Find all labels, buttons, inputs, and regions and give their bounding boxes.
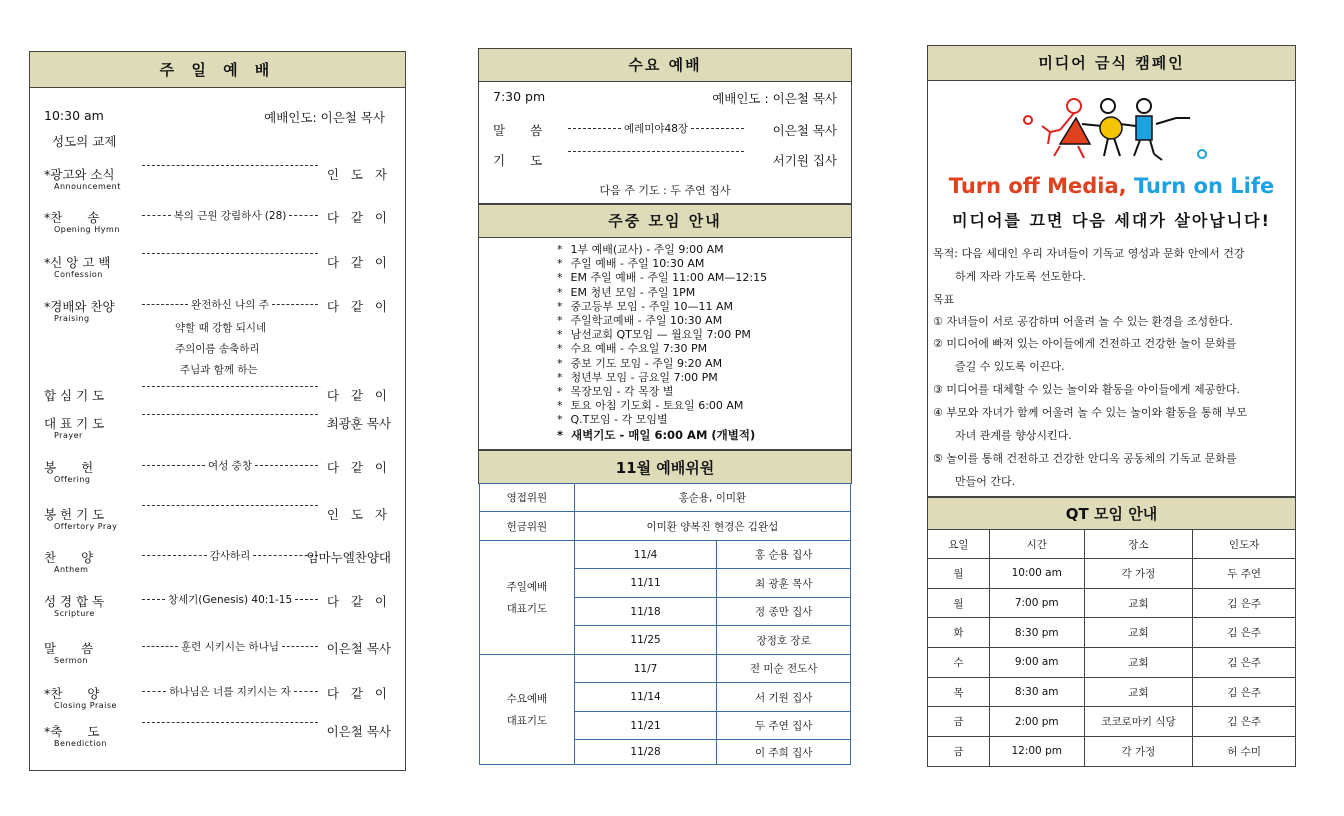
name-cell: 전 미순 전도사 [717,655,851,683]
name-cell: 이 주희 집사 [717,740,851,765]
goal-item: ② 미디어에 빠져 있는 아이들에게 건전하고 건강한 놀이 문화를 [933,337,1237,350]
order-detail: 감사하리 [209,550,251,562]
slogan-part1: Turn off Media, [948,174,1134,198]
goal-item: 만들어 간다. [955,475,1016,488]
table-cell: 월 [928,588,990,618]
goal-item: 즐길 수 있도록 이끈다. [955,360,1065,373]
wednesday-service-panel [478,48,852,204]
table-header-row [928,530,1296,559]
order-leader: 이은철 목사 [326,641,391,656]
sunday-prayer-group [480,541,851,655]
list-item: * 수요 예배 - 수요일 7:30 PM [557,342,767,356]
table-cell: 각 가정 [1084,737,1193,767]
group-label: 주일예배 대표기도 [480,541,575,655]
order-detail: 복의 근원 강림하사 (28) [173,210,287,222]
list-item: * Q.T모임 - 각 모임별 [557,413,767,427]
table-cell: 교회 [1084,648,1193,678]
table-row [928,707,1296,737]
order-leader: 다 같 이 [326,460,391,475]
order-leader: 최광훈 목사 [326,416,391,431]
order-detail: 하나님은 너를 지키시는 자 [169,686,291,698]
date-cell: 11/28 [574,740,717,765]
row-label: 말 씀 [493,123,543,138]
goal-item: ① 자녀들이 서로 공감하며 어울려 놀 수 있는 환경을 조성한다. [933,315,1233,328]
column-header: 장소 [1084,530,1193,559]
date-cell: 11/25 [574,626,717,655]
date-cell: 11/7 [574,655,717,683]
date-cell: 11/18 [574,598,717,626]
table-cell: 교회 [1084,677,1193,707]
row-right: 이은철 목사 [772,123,837,138]
order-english: Anthem [54,565,89,574]
table-cell: 김 은주 [1193,677,1296,707]
weekly-meetings-title: 주중 모임 안내 [479,205,851,238]
praise-song: 약할 때 강함 되시네 [175,322,267,334]
order-english: Praising [54,314,90,323]
media-campaign-title: 미디어 금식 캠페인 [928,46,1295,81]
column-header: 시간 [989,530,1084,559]
table-cell: 교회 [1084,618,1193,648]
greeting-label: 영접위원 [480,484,575,512]
order-leader: 다 같 이 [326,686,391,701]
goal-item: ④ 부모와 자녀가 함께 어울려 놀 수 있는 놀이와 활동을 통해 부모 [933,406,1247,419]
name-cell: 정 종만 집사 [717,598,851,626]
list-item: * 새벽기도 - 매일 6:00 AM (개별적) [557,428,767,442]
name-cell: 서 기원 집사 [717,683,851,712]
greeting-names: 홍순용, 이미환 [574,484,850,512]
column-header: 요일 [928,530,990,559]
table-cell: 금 [928,737,990,767]
order-label: *광고와 소식 [44,167,115,182]
figure-yellow [1100,117,1122,139]
table-row [928,677,1296,707]
date-cell: 11/11 [574,569,717,598]
sunday-time: 10:30 am [44,108,104,123]
wed-prayer-group [480,655,851,765]
order-label: *축 도 [44,724,100,739]
order-detail: 훈련 시키시는 하나님 [181,641,279,653]
order-label: 합 심 기 도 [44,388,105,403]
figure-blue [1136,116,1152,140]
row-label: 기 도 [493,153,543,168]
qt-table [927,529,1296,767]
offering-label: 헌금위원 [480,512,575,541]
sunday-service-panel [29,51,406,771]
committee-title: 11월 예배위원 [478,450,852,484]
table-cell: 각 가정 [1084,559,1193,589]
list-item: * EM 주일 예배 - 주일 11:00 AM—12:15 [557,271,767,285]
name-cell: 장정호 장로 [717,626,851,655]
list-item: * 중고등부 모임 - 주일 10—11 AM [557,300,767,314]
wednesday-service-title: 수요 예배 [479,49,851,82]
table-row [480,541,851,569]
committee-table [479,483,851,765]
table-cell: 8:30 am [989,677,1084,707]
table-row [480,512,851,541]
row-right: 서기원 집사 [772,153,837,168]
date-cell: 11/21 [574,712,717,740]
sunday-leader: 예배인도: 이은철 목사 [264,110,385,125]
wednesday-time: 7:30 pm [493,89,546,104]
order-english: Prayer [54,431,83,440]
order-label: 봉 헌 기 도 [44,507,105,522]
order-leader: 다 같 이 [326,388,391,403]
sunday-service-title: 주 일 예 배 [30,52,405,88]
goal-item: 자녀 관계를 향상시킨다. [955,429,1072,442]
slogan-part2: Turn on Life [1133,174,1275,198]
order-label: 대 표 기 도 [44,416,105,431]
table-cell: 김 은주 [1193,707,1296,737]
table-cell: 수 [928,648,990,678]
purpose-text: 목적: 다음 세대인 우리 자녀들이 기독교 영성과 문화 안에서 건강 [933,247,1245,260]
figure-red [1060,118,1090,144]
order-detail: 창세기(Genesis) 40:1-15 [167,594,293,606]
table-cell: 코코로마키 식당 [1084,707,1193,737]
order-english: Offering [54,475,91,484]
table-row [928,737,1296,767]
list-item: * 토요 아침 기도회 - 토요일 6:00 AM [557,399,767,413]
list-item: * 청년부 모임 - 금요일 7:00 PM [557,371,767,385]
column-header: 인도자 [1193,530,1296,559]
table-cell: 12:00 pm [989,737,1084,767]
order-leader: 다 같 이 [326,299,391,314]
order-english: Confession [54,270,103,279]
order-leader: 다 같 이 [326,594,391,609]
order-english: Opening Hymn [54,225,120,234]
list-item: * 주일 예배 - 주일 10:30 AM [557,257,767,271]
list-item: * EM 청년 모임 - 주일 1PM [557,286,767,300]
table-cell: 9:00 am [989,648,1084,678]
order-english: Announcement [54,182,121,191]
slogan-korean: 미디어를 끄면 다음 세대가 살아납니다! [952,211,1271,230]
qt-title: QT 모임 안내 [927,497,1296,530]
list-item: * 주일학교예배 - 주일 10:30 AM [557,314,767,328]
table-row [928,648,1296,678]
order-leader: 임마누엘찬양대 [306,550,391,565]
list-item: * 1부 예배(교사) - 주일 9:00 AM [557,243,767,257]
table-cell: 월 [928,559,990,589]
table-cell: 목 [928,677,990,707]
name-cell: 홍 순용 집사 [717,541,851,569]
date-cell: 11/4 [574,541,717,569]
table-cell: 2:00 pm [989,707,1084,737]
order-english: Benediction [54,739,107,748]
wednesday-leader: 예배인도 : 이은철 목사 [712,91,837,106]
order-label: 말 씀 [44,641,94,656]
table-cell: 교회 [1084,588,1193,618]
order-english: Sermon [54,656,88,665]
order-label: *찬 송 [44,210,100,225]
praise-song: 주님과 함께 하는 [180,364,258,376]
name-cell: 두 주연 집사 [717,712,851,740]
order-label: 봉 헌 [44,460,94,475]
list-item: * 목장모임 - 각 목장 별 [557,385,767,399]
goal-item: ③ 미디어를 대체할 수 있는 놀이와 활동을 아이들에게 제공한다. [933,383,1240,396]
next-prayer: 다음 주 기도 : 두 주연 집사 [599,184,731,197]
list-item: * 남선교회 QT모임 — 월요일 7:00 PM [557,328,767,342]
name-cell: 최 광훈 목사 [717,569,851,598]
order-english: Offertory Pray [54,522,118,531]
table-row [928,618,1296,648]
weekly-meetings-list [557,243,767,442]
order-label: *찬 양 [44,686,100,701]
goal-item: ⑤ 놀이를 통해 건전하고 건강한 안디옥 공동체의 기독교 문화를 [933,452,1237,465]
order-leader: 다 같 이 [326,255,391,270]
praise-song: 주의이름 송축하리 [175,343,260,355]
purpose-text: 하게 자라 가도록 선도한다. [955,270,1086,283]
table-cell: 두 주연 [1193,559,1296,589]
date-cell: 11/14 [574,683,717,712]
table-row [928,559,1296,589]
order-label: *경배와 찬양 [44,299,115,314]
order-leader: 인 도 자 [326,167,391,182]
table-cell: 7:00 pm [989,588,1084,618]
table-cell: 8:30 pm [989,618,1084,648]
order-english: Scripture [54,609,95,618]
order-label: 성 경 합 독 [44,594,105,609]
order-leader: 인 도 자 [326,507,391,522]
group-label: 수요예배 대표기도 [480,655,575,765]
slogan [928,174,1295,198]
table-cell: 김 은주 [1193,588,1296,618]
weekly-meetings-panel [478,204,852,450]
goal-label: 목표 [933,293,955,306]
campaign-logo [1020,96,1210,162]
table-row [928,588,1296,618]
offering-names: 이미환 양복진 현경은 김완섭 [574,512,850,541]
order-leader: 다 같 이 [326,210,391,225]
row-middle: 예레미야48장 [623,123,689,135]
order-english: Closing Praise [54,701,117,710]
order-label: *신 앙 고 백 [44,255,111,270]
table-cell: 김 은주 [1193,648,1296,678]
table-row [480,655,851,683]
fellowship-label: 성도의 교제 [52,134,117,149]
table-cell: 10:00 am [989,559,1084,589]
order-label: 찬 양 [44,550,94,565]
list-item: * 중보 기도 모임 - 주일 9:20 AM [557,357,767,371]
order-detail: 완전하신 나의 주 [191,299,269,311]
table-cell: 김 은주 [1193,618,1296,648]
order-detail: 여성 중창 [208,460,252,472]
order-leader: 이은철 목사 [326,724,391,739]
table-cell: 금 [928,707,990,737]
table-cell: 허 수미 [1193,737,1296,767]
table-row [480,484,851,512]
table-cell: 화 [928,618,990,648]
media-campaign-panel [927,45,1296,497]
